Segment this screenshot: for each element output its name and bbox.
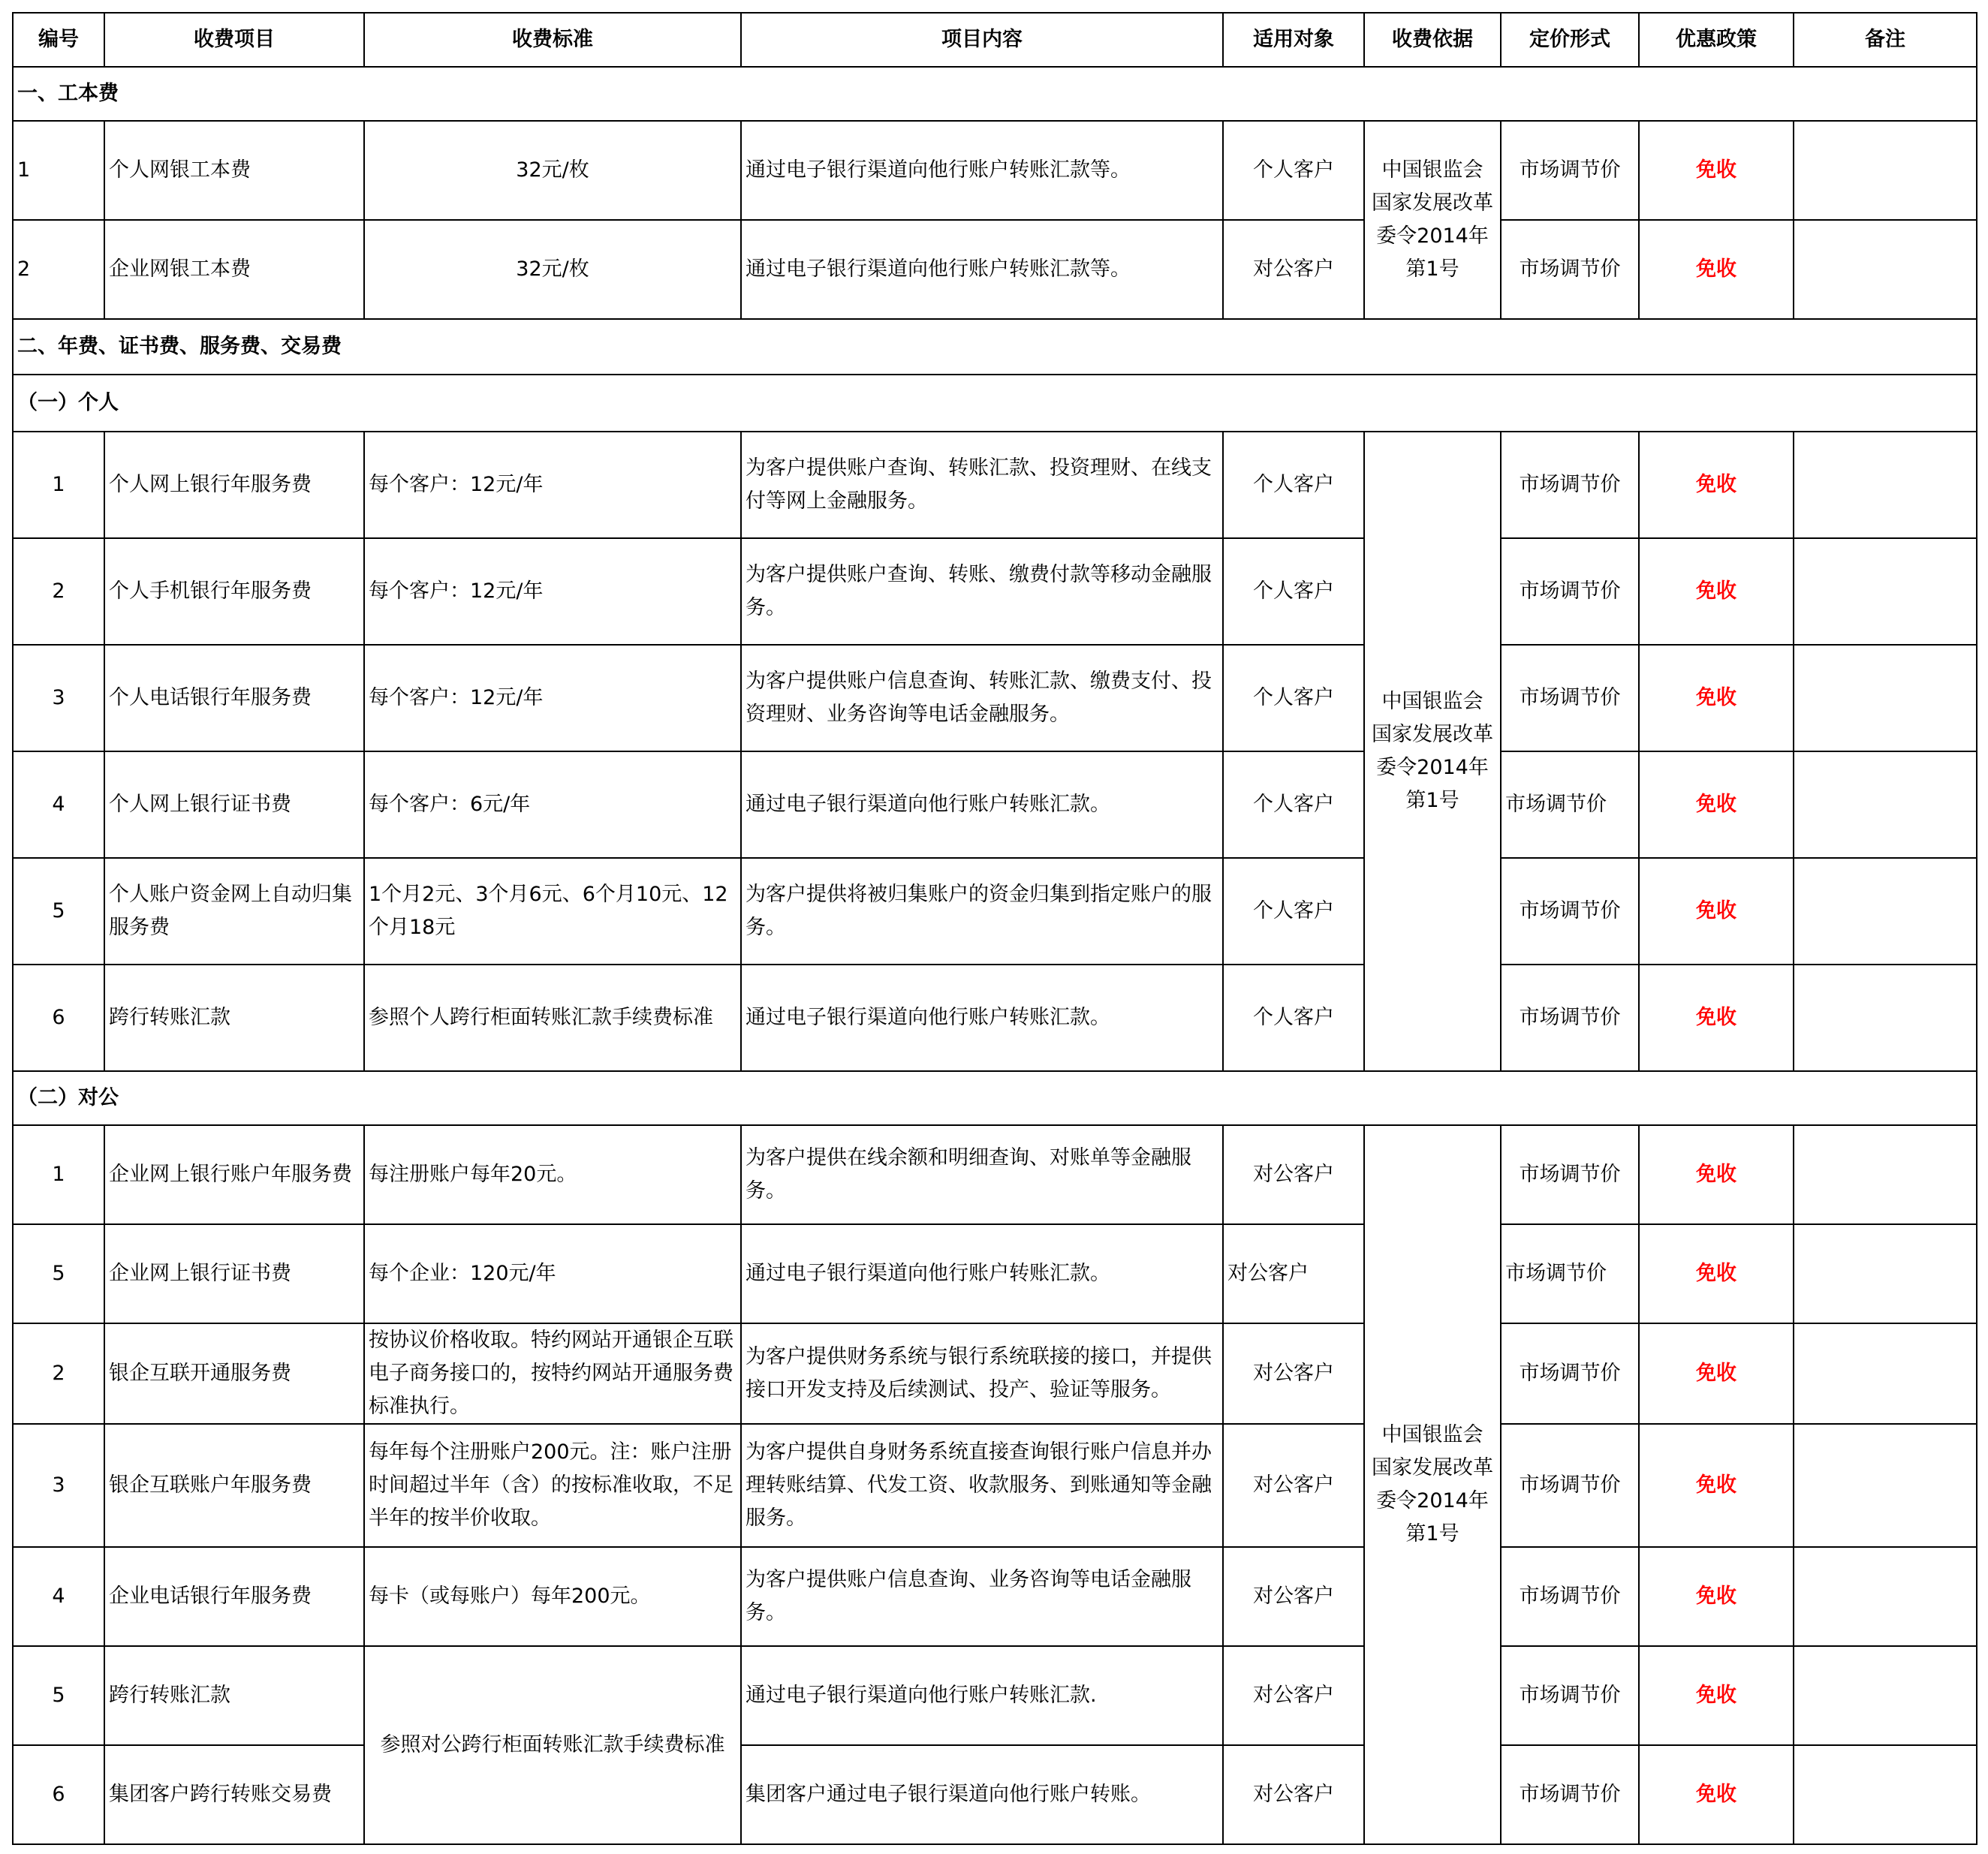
cell-basis: 中国银监会 国家发展改革委令2014年第1号	[1364, 432, 1501, 1071]
header-remark: 备注	[1794, 13, 1977, 67]
cell-item: 集团客户跨行转账交易费	[104, 1745, 364, 1844]
cell-no: 1	[13, 432, 104, 538]
cell-item: 企业网上银行账户年服务费	[104, 1125, 364, 1224]
cell-pricing: 市场调节价	[1501, 751, 1639, 858]
cell-no: 2	[13, 538, 104, 645]
table-row	[13, 1424, 1977, 1547]
cell-content: 为客户提供账户信息查询、业务咨询等电话金融服务。	[741, 1547, 1223, 1646]
cell-remark	[1794, 858, 1977, 965]
cell-content: 为客户提供账户信息查询、转账汇款、缴费支付、投资理财、业务咨询等电话金融服务。	[741, 645, 1223, 751]
cell-target: 个人客户	[1223, 645, 1364, 751]
header-content: 项目内容	[741, 13, 1223, 67]
cell-basis: 中国银监会 国家发展改革委令2014年第1号	[1364, 1125, 1501, 1844]
cell-content: 通过电子银行渠道向他行账户转账汇款等。	[741, 220, 1223, 319]
table-row	[13, 1125, 1977, 1224]
cell-policy: 免收	[1639, 1424, 1794, 1547]
cell-standard: 每卡（或每账户）每年200元。	[364, 1547, 741, 1646]
cell-content: 通过电子银行渠道向他行账户转账汇款。	[741, 751, 1223, 858]
table-row	[13, 858, 1977, 965]
cell-item: 个人手机银行年服务费	[104, 538, 364, 645]
cell-target: 个人客户	[1223, 858, 1364, 965]
section-title: 一、工本费	[13, 67, 1977, 121]
cell-no: 3	[13, 1424, 104, 1547]
table-row	[13, 1547, 1977, 1646]
section-title-row	[13, 67, 1977, 121]
table-row	[13, 1646, 1977, 1745]
cell-policy: 免收	[1639, 858, 1794, 965]
table-row	[13, 538, 1977, 645]
cell-item: 个人网上银行年服务费	[104, 432, 364, 538]
cell-pricing: 市场调节价	[1501, 1125, 1639, 1224]
cell-target: 对公客户	[1223, 1125, 1364, 1224]
cell-no: 2	[13, 220, 104, 319]
cell-policy: 免收	[1639, 1224, 1794, 1323]
cell-target: 对公客户	[1223, 1646, 1364, 1745]
cell-remark	[1794, 1424, 1977, 1547]
header-target: 适用对象	[1223, 13, 1364, 67]
cell-standard: 每个客户：12元/年	[364, 645, 741, 751]
cell-target: 个人客户	[1223, 538, 1364, 645]
cell-target: 对公客户	[1223, 220, 1364, 319]
cell-no: 5	[13, 1224, 104, 1323]
cell-item: 企业电话银行年服务费	[104, 1547, 364, 1646]
cell-content: 通过电子银行渠道向他行账户转账汇款。	[741, 965, 1223, 1071]
cell-target: 对公客户	[1223, 1745, 1364, 1844]
cell-remark	[1794, 751, 1977, 858]
fee-sheet	[12, 12, 1977, 1845]
cell-content: 为客户提供账户查询、转账汇款、投资理财、在线支付等网上金融服务。	[741, 432, 1223, 538]
cell-standard: 32元/枚	[364, 220, 741, 319]
cell-pricing: 市场调节价	[1501, 965, 1639, 1071]
table-row	[13, 1323, 1977, 1424]
cell-remark	[1794, 121, 1977, 220]
cell-policy: 免收	[1639, 1323, 1794, 1424]
cell-policy: 免收	[1639, 645, 1794, 751]
subsection-title-row	[13, 375, 1977, 432]
cell-remark	[1794, 1745, 1977, 1844]
table-row	[13, 751, 1977, 858]
cell-target: 对公客户	[1223, 1323, 1364, 1424]
header-item: 收费项目	[104, 13, 364, 67]
cell-standard: 每个客户：6元/年	[364, 751, 741, 858]
cell-standard: 参照个人跨行柜面转账汇款手续费标准	[364, 965, 741, 1071]
cell-item: 跨行转账汇款	[104, 965, 364, 1071]
cell-remark	[1794, 1224, 1977, 1323]
cell-standard: 按协议价格收取。特约网站开通银企互联电子商务接口的，按特约网站开通服务费标准执行。	[364, 1323, 741, 1424]
cell-remark	[1794, 1125, 1977, 1224]
header-policy: 优惠政策	[1639, 13, 1794, 67]
fee-table	[12, 12, 1977, 1845]
cell-content: 集团客户通过电子银行渠道向他行账户转账。	[741, 1745, 1223, 1844]
subsection-title: （一）个人	[13, 375, 1977, 432]
cell-pricing: 市场调节价	[1501, 645, 1639, 751]
cell-target: 对公客户	[1223, 1224, 1364, 1323]
header-no: 编号	[13, 13, 104, 67]
table-row	[13, 1745, 1977, 1844]
cell-pricing: 市场调节价	[1501, 1323, 1639, 1424]
cell-item: 个人电话银行年服务费	[104, 645, 364, 751]
cell-remark	[1794, 432, 1977, 538]
cell-policy: 免收	[1639, 1125, 1794, 1224]
table-row	[13, 1224, 1977, 1323]
cell-pricing: 市场调节价	[1501, 1745, 1639, 1844]
cell-content: 为客户提供自身财务系统直接查询银行账户信息并办理转账结算、代发工资、收款服务、到账通知等金融服务。	[741, 1424, 1223, 1547]
cell-no: 5	[13, 858, 104, 965]
cell-item: 银企互联开通服务费	[104, 1323, 364, 1424]
cell-pricing: 市场调节价	[1501, 1646, 1639, 1745]
cell-policy: 免收	[1639, 751, 1794, 858]
cell-no: 2	[13, 1323, 104, 1424]
cell-standard: 32元/枚	[364, 121, 741, 220]
cell-target: 对公客户	[1223, 1424, 1364, 1547]
table-row	[13, 965, 1977, 1071]
header-standard: 收费标准	[364, 13, 741, 67]
cell-pricing: 市场调节价	[1501, 220, 1639, 319]
cell-no: 1	[13, 121, 104, 220]
table-row	[13, 121, 1977, 220]
cell-remark	[1794, 220, 1977, 319]
table-row	[13, 432, 1977, 538]
cell-standard: 每个客户：12元/年	[364, 538, 741, 645]
cell-item: 银企互联账户年服务费	[104, 1424, 364, 1547]
cell-no: 3	[13, 645, 104, 751]
subsection-title: （二）对公	[13, 1071, 1977, 1125]
cell-item: 企业网上银行证书费	[104, 1224, 364, 1323]
cell-policy: 免收	[1639, 1646, 1794, 1745]
cell-content: 为客户提供在线余额和明细查询、对账单等金融服务。	[741, 1125, 1223, 1224]
cell-pricing: 市场调节价	[1501, 858, 1639, 965]
cell-policy: 免收	[1639, 538, 1794, 645]
cell-remark	[1794, 1646, 1977, 1745]
cell-item: 跨行转账汇款	[104, 1646, 364, 1745]
cell-basis: 中国银监会 国家发展改革委令2014年第1号	[1364, 121, 1501, 319]
cell-no: 5	[13, 1646, 104, 1745]
cell-policy: 免收	[1639, 220, 1794, 319]
cell-target: 个人客户	[1223, 432, 1364, 538]
cell-remark	[1794, 538, 1977, 645]
cell-content: 为客户提供账户查询、转账、缴费付款等移动金融服务。	[741, 538, 1223, 645]
cell-target: 个人客户	[1223, 121, 1364, 220]
cell-policy: 免收	[1639, 432, 1794, 538]
header-pricing: 定价形式	[1501, 13, 1639, 67]
cell-content: 通过电子银行渠道向他行账户转账汇款等。	[741, 121, 1223, 220]
cell-pricing: 市场调节价	[1501, 1224, 1639, 1323]
cell-remark	[1794, 965, 1977, 1071]
cell-target: 个人客户	[1223, 751, 1364, 858]
cell-pricing: 市场调节价	[1501, 1547, 1639, 1646]
cell-standard: 每个客户：12元/年	[364, 432, 741, 538]
subsection-title-row	[13, 1071, 1977, 1125]
cell-remark	[1794, 645, 1977, 751]
header-basis: 收费依据	[1364, 13, 1501, 67]
cell-content: 通过电子银行渠道向他行账户转账汇款。	[741, 1224, 1223, 1323]
cell-policy: 免收	[1639, 1547, 1794, 1646]
section-title: 二、年费、证书费、服务费、交易费	[13, 319, 1977, 375]
cell-standard-shared: 参照对公跨行柜面转账汇款手续费标准	[364, 1646, 741, 1844]
cell-no: 1	[13, 1125, 104, 1224]
cell-policy: 免收	[1639, 965, 1794, 1071]
section-title-row	[13, 319, 1977, 375]
cell-no: 6	[13, 965, 104, 1071]
cell-target: 对公客户	[1223, 1547, 1364, 1646]
header-row	[13, 13, 1977, 67]
cell-pricing: 市场调节价	[1501, 1424, 1639, 1547]
cell-pricing: 市场调节价	[1501, 432, 1639, 538]
cell-pricing: 市场调节价	[1501, 538, 1639, 645]
cell-policy: 免收	[1639, 121, 1794, 220]
cell-no: 4	[13, 751, 104, 858]
cell-item: 企业网银工本费	[104, 220, 364, 319]
cell-standard: 每个企业：120元/年	[364, 1224, 741, 1323]
table-row	[13, 645, 1977, 751]
cell-remark	[1794, 1547, 1977, 1646]
table-row	[13, 220, 1977, 319]
cell-pricing: 市场调节价	[1501, 121, 1639, 220]
cell-content: 为客户提供财务系统与银行系统联接的接口，并提供接口开发支持及后续测试、投产、验证等服务。	[741, 1323, 1223, 1424]
cell-item: 个人网上银行证书费	[104, 751, 364, 858]
cell-content: 为客户提供将被归集账户的资金归集到指定账户的服务。	[741, 858, 1223, 965]
cell-content: 通过电子银行渠道向他行账户转账汇款.	[741, 1646, 1223, 1745]
cell-target: 个人客户	[1223, 965, 1364, 1071]
cell-no: 6	[13, 1745, 104, 1844]
cell-remark	[1794, 1323, 1977, 1424]
cell-standard: 每注册账户每年20元。	[364, 1125, 741, 1224]
cell-item: 个人账户资金网上自动归集服务费	[104, 858, 364, 965]
cell-standard: 1个月2元、3个月6元、6个月10元、12个月18元	[364, 858, 741, 965]
cell-standard: 每年每个注册账户200元。注：账户注册时间超过半年（含）的按标准收取，不足半年的按半价收取。	[364, 1424, 741, 1547]
cell-item: 个人网银工本费	[104, 121, 364, 220]
cell-no: 4	[13, 1547, 104, 1646]
cell-policy: 免收	[1639, 1745, 1794, 1844]
